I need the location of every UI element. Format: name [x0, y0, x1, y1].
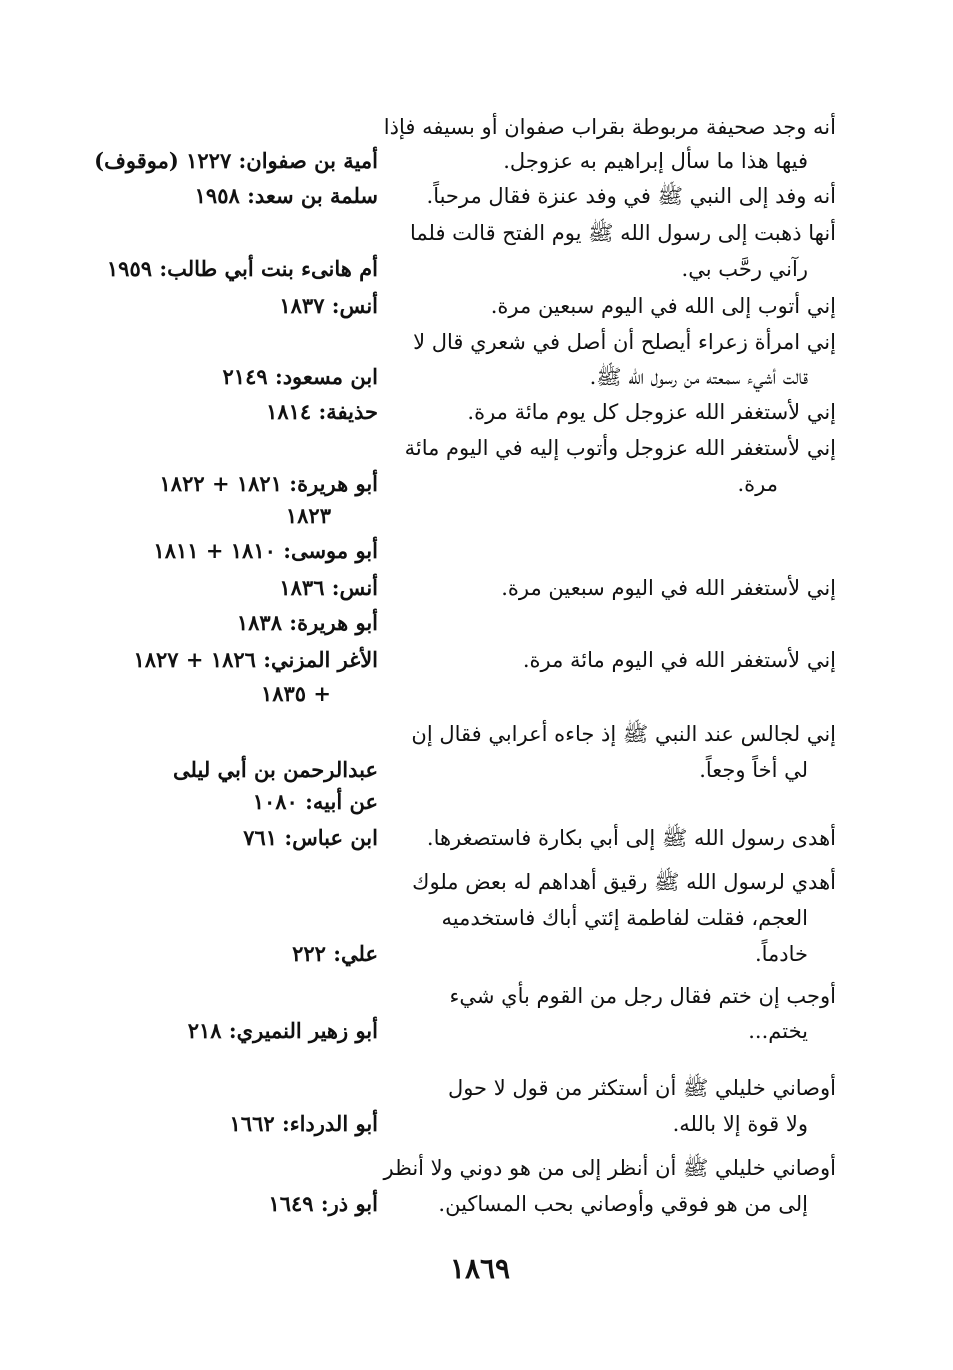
hadith-line: إني لأستغفر الله في اليوم سبعين مرة. [501, 576, 836, 600]
hadith-line: أوصاني خليلي ﷺ أن أنظر إلى من هو دوني ولا أنظر [383, 1156, 836, 1180]
narrator-ref: ابن عباس: ٧٦١ [243, 825, 378, 850]
narrator-ref: أنس: ١٨٣٦ [279, 575, 378, 600]
hadith-line: إني لأستغفر الله في اليوم مائة مرة. [522, 648, 836, 672]
narrator-ref: أنس: ١٨٣٧ [279, 293, 378, 318]
narrator-ref: عن أبيه: ١٠٨٠ [252, 789, 378, 814]
narrator-ref: أبو ذر: ١٦٤٩ [268, 1191, 378, 1216]
hadith-line: إلى من هو فوقي وأوصاني بحب المساكين. [438, 1192, 808, 1216]
narrator-ref: أمية بن صفوان: ١٢٢٧ (موقوف) [94, 148, 378, 173]
narrator-ref: أبو زهير النميري: ٢١٨ [187, 1018, 378, 1043]
narrator-ref: سلمة بن سعد: ١٩٥٨ [194, 183, 378, 208]
hadith-line: أوصاني خليلي ﷺ أن أستكثر من قول لا حول [447, 1076, 836, 1100]
narrator-ref: حذيفة: ١٨١٤ [266, 399, 378, 424]
hadith-line: أهدى رسول الله ﷺ إلى أبي بكارة فاستصغرها. [426, 826, 836, 850]
hadith-line: فيها هذا ما سأل إبراهيم به عزوجل. [503, 149, 808, 173]
hadith-line: إني أتوب إلى الله في اليوم سبعين مرة. [490, 294, 836, 318]
hadith-line: أنها ذهبت إلى رسول الله ﷺ يوم الفتح قالت فلما [409, 221, 836, 245]
narrator-ref: أبو هريرة: ١٨٣٨ [236, 610, 378, 635]
hadith-line: أنه وفد إلى النبي ﷺ في وفد عنزة فقال مرحباً. [426, 184, 836, 208]
narrator-ref: ابن مسعود: ٢١٤٩ [222, 364, 378, 389]
narrator-ref: علي: ٢٢٢ [292, 941, 378, 966]
hadith-line: أهدي لرسول الله ﷺ رقيق أهداهم له بعض ملوك [412, 870, 836, 894]
narrator-ref: أبو الدرداء: ١٦٦٢ [229, 1111, 378, 1136]
hadith-line: يختم... [748, 1019, 808, 1043]
narrator-ref: الأغر المزني: ١٨٢٦ + ١٨٢٧ [133, 647, 378, 672]
hadith-line: إني امرأة زعراء أيصلح أن أصل في شعري قال لا [413, 330, 836, 354]
hadith-line: أنه وجد صحيفة مربوطة بقراب صفوان أو بسيفه فإذا [383, 115, 836, 139]
narrator-ref: ١٨٢٣ [285, 503, 331, 528]
narrator-ref: عبدالرحمن بن أبي ليلى [173, 757, 378, 782]
page-number: ١٨٦٩ [449, 1252, 511, 1285]
narrator-ref: أبو هريرة: ١٨٢١ + ١٨٢٢ [159, 471, 378, 496]
narrator-ref: أبو موسى: ١٨١٠ + ١٨١١ [153, 538, 378, 563]
hadith-line: إني لأستغفر الله عزوجل وأتوب إليه في اليوم مائة [404, 436, 836, 460]
hadith-line: مرة. [737, 472, 778, 496]
hadith-line: إني لأستغفر الله عزوجل كل يوم مائة مرة. [467, 400, 836, 424]
hadith-line: خادماً. [754, 942, 808, 966]
hadith-line: قالت أشيء سمعته من رسول الله ﷺ. [589, 365, 808, 389]
hadith-line: رآني رحَّب بي. [681, 257, 808, 281]
narrator-ref: أم هانىء بنت أبي طالب: ١٩٥٩ [106, 256, 378, 281]
hadith-line: أوجب إن ختم فقال رجل من القوم بأي شيء [449, 984, 836, 1008]
narrator-ref: + ١٨٣٥ [260, 681, 331, 706]
hadith-line: العجم، فقلت لفاطمة إئتي أباك فاستخدميه [441, 906, 808, 930]
hadith-line: لي أخاً وجعاً. [699, 758, 808, 782]
hadith-line: ولا قوة إلا بالله. [672, 1112, 808, 1136]
hadith-line: إني لجالس عند النبي ﷺ إذ جاءه أعرابي فقال إن [411, 722, 836, 746]
